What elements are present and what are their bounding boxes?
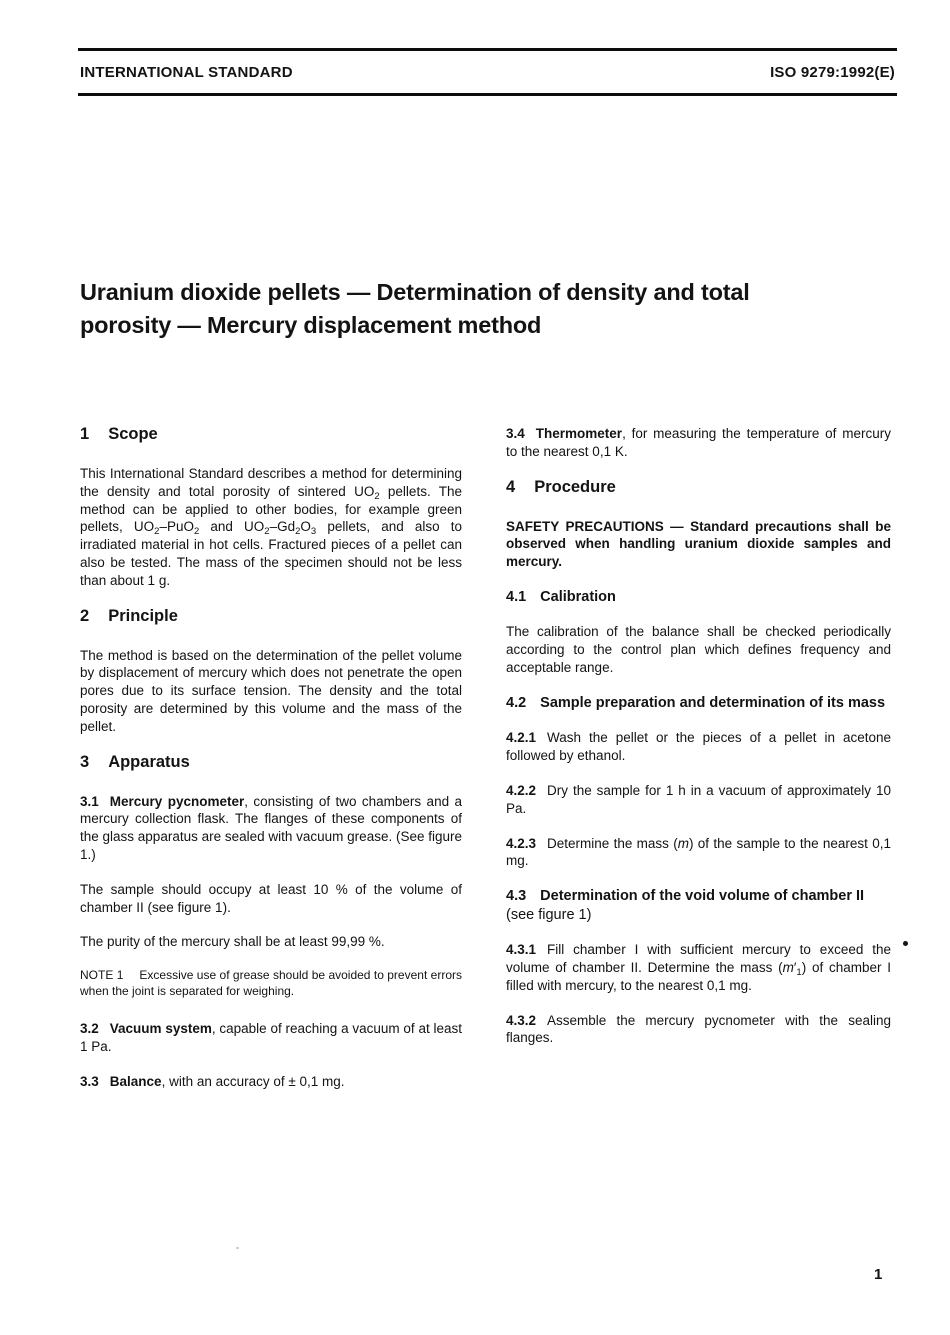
paragraph: SAFETY PRECAUTIONS — Standard precautions shall be observed when handling uranium dioxide samples and mercury. (506, 518, 891, 570)
two-column-body (80, 425, 897, 1108)
document-title-line: Uranium dioxide pellets — Determination of density and total (80, 279, 750, 305)
paragraph: 4.2.3 Determine the mass (m) of the sample to the nearest 0,1 mg. (506, 835, 891, 869)
faint-speck (236, 1247, 239, 1249)
section-number: 4 (506, 477, 516, 496)
paragraph: 3.4 Thermometer, for measuring the temperature of mercury to the nearest 0,1 K. (506, 426, 891, 459)
paragraph: The method is based on the determination of the pellet volume by displacement of mercury which does not penetrate the open pores due to its surface tension. The density and the total porosity are determined by this volume and the mass of the pellet. (80, 647, 462, 734)
subsection-number: 4.2 (506, 694, 527, 711)
subsection-heading: 4.1 Calibration (506, 588, 616, 605)
header-row (78, 51, 897, 93)
paragraph: This International Standard describes a method for determining the density and total porosity of sintered $UO_2$ pellets. The method can be applied to other bodies, for example green pellets, $UO_2-PuO_2$ and $UO_2-Gd_2O_3$ pellets, and also to irradiated material in hot cells. Fractured pieces of a pellet can also be tested. The mass of the specimen should not be less than about 1 g. (80, 466, 462, 588)
standard-type-label: INTERNATIONAL STANDARD (80, 64, 293, 81)
paragraph: 3.1 Mercury pycnometer, consisting of two chambers and a mercury collection flask. The flanges of these components of the glass apparatus are sealed with vacuum grease. (See figure 1.) (80, 793, 462, 862)
paragraph: 3.3 Balance, with an accuracy of ± 0,1 mg. (80, 1073, 345, 1089)
document-title-line: porosity — Mercury displacement method (80, 312, 542, 338)
subsection-heading: 4.2 Sample preparation and determination of its mass (506, 694, 886, 711)
section-title: Apparatus (108, 752, 190, 771)
paragraph: 4.2.1 Wash the pellet or the pieces of a pellet in acetone followed by ethanol. (506, 730, 891, 764)
paragraph: The calibration of the balance shall be checked periodically according to the control plan which defines frequency and acceptable range. (506, 624, 891, 676)
ink-speck (903, 941, 908, 946)
subsection-number: 4.3 (506, 888, 527, 905)
section-number: 3 (80, 752, 90, 771)
section-title: Scope (108, 425, 158, 443)
column-right (506, 425, 891, 1108)
column-left (80, 425, 462, 1108)
section-heading (80, 753, 462, 772)
section-heading (80, 425, 462, 444)
note-paragraph: NOTE 1 Excessive use of grease should be avoided to prevent errors when the joint is separated for weighing. (80, 968, 462, 998)
section-number: 2 (80, 606, 90, 625)
paragraph: The sample should occupy at least 10 % of the volume of chamber II (see figure 1). (80, 881, 462, 915)
page-number: 1 (874, 1266, 883, 1283)
page-header (78, 48, 897, 96)
paragraph: 4.3.1 Fill chamber I with sufficient mercury to exceed the volume of chamber II. Determine the mass $(m'_1)$ of chamber I filled with mercury, to the nearest 0,1 mg. (506, 942, 891, 993)
section-heading (80, 607, 462, 626)
section-title: Procedure (534, 477, 616, 496)
standard-reference-label: ISO 9279:1992(E) (770, 64, 895, 81)
section-title: Principle (108, 606, 178, 625)
subsection-heading: 4.3 Determination of the void volume of chamber II (see figure 1) (506, 888, 865, 923)
document-title (80, 276, 880, 342)
paragraph: 4.3.2 Assemble the mercury pycnometer with the sealing flanges. (506, 1012, 891, 1046)
paragraph: The purity of the mercury shall be at least 99,99 %. (80, 934, 385, 950)
subsection-number: 4.1 (506, 588, 527, 605)
paragraph: 4.2.2 Dry the sample for 1 h in a vacuum of approximately 10 Pa. (506, 782, 891, 816)
section-number: 1 (80, 425, 90, 443)
header-rule-bottom (78, 93, 897, 96)
paragraph: 3.2 Vacuum system, capable of reaching a vacuum of at least 1 Pa. (80, 1021, 462, 1054)
section-heading (506, 478, 891, 497)
